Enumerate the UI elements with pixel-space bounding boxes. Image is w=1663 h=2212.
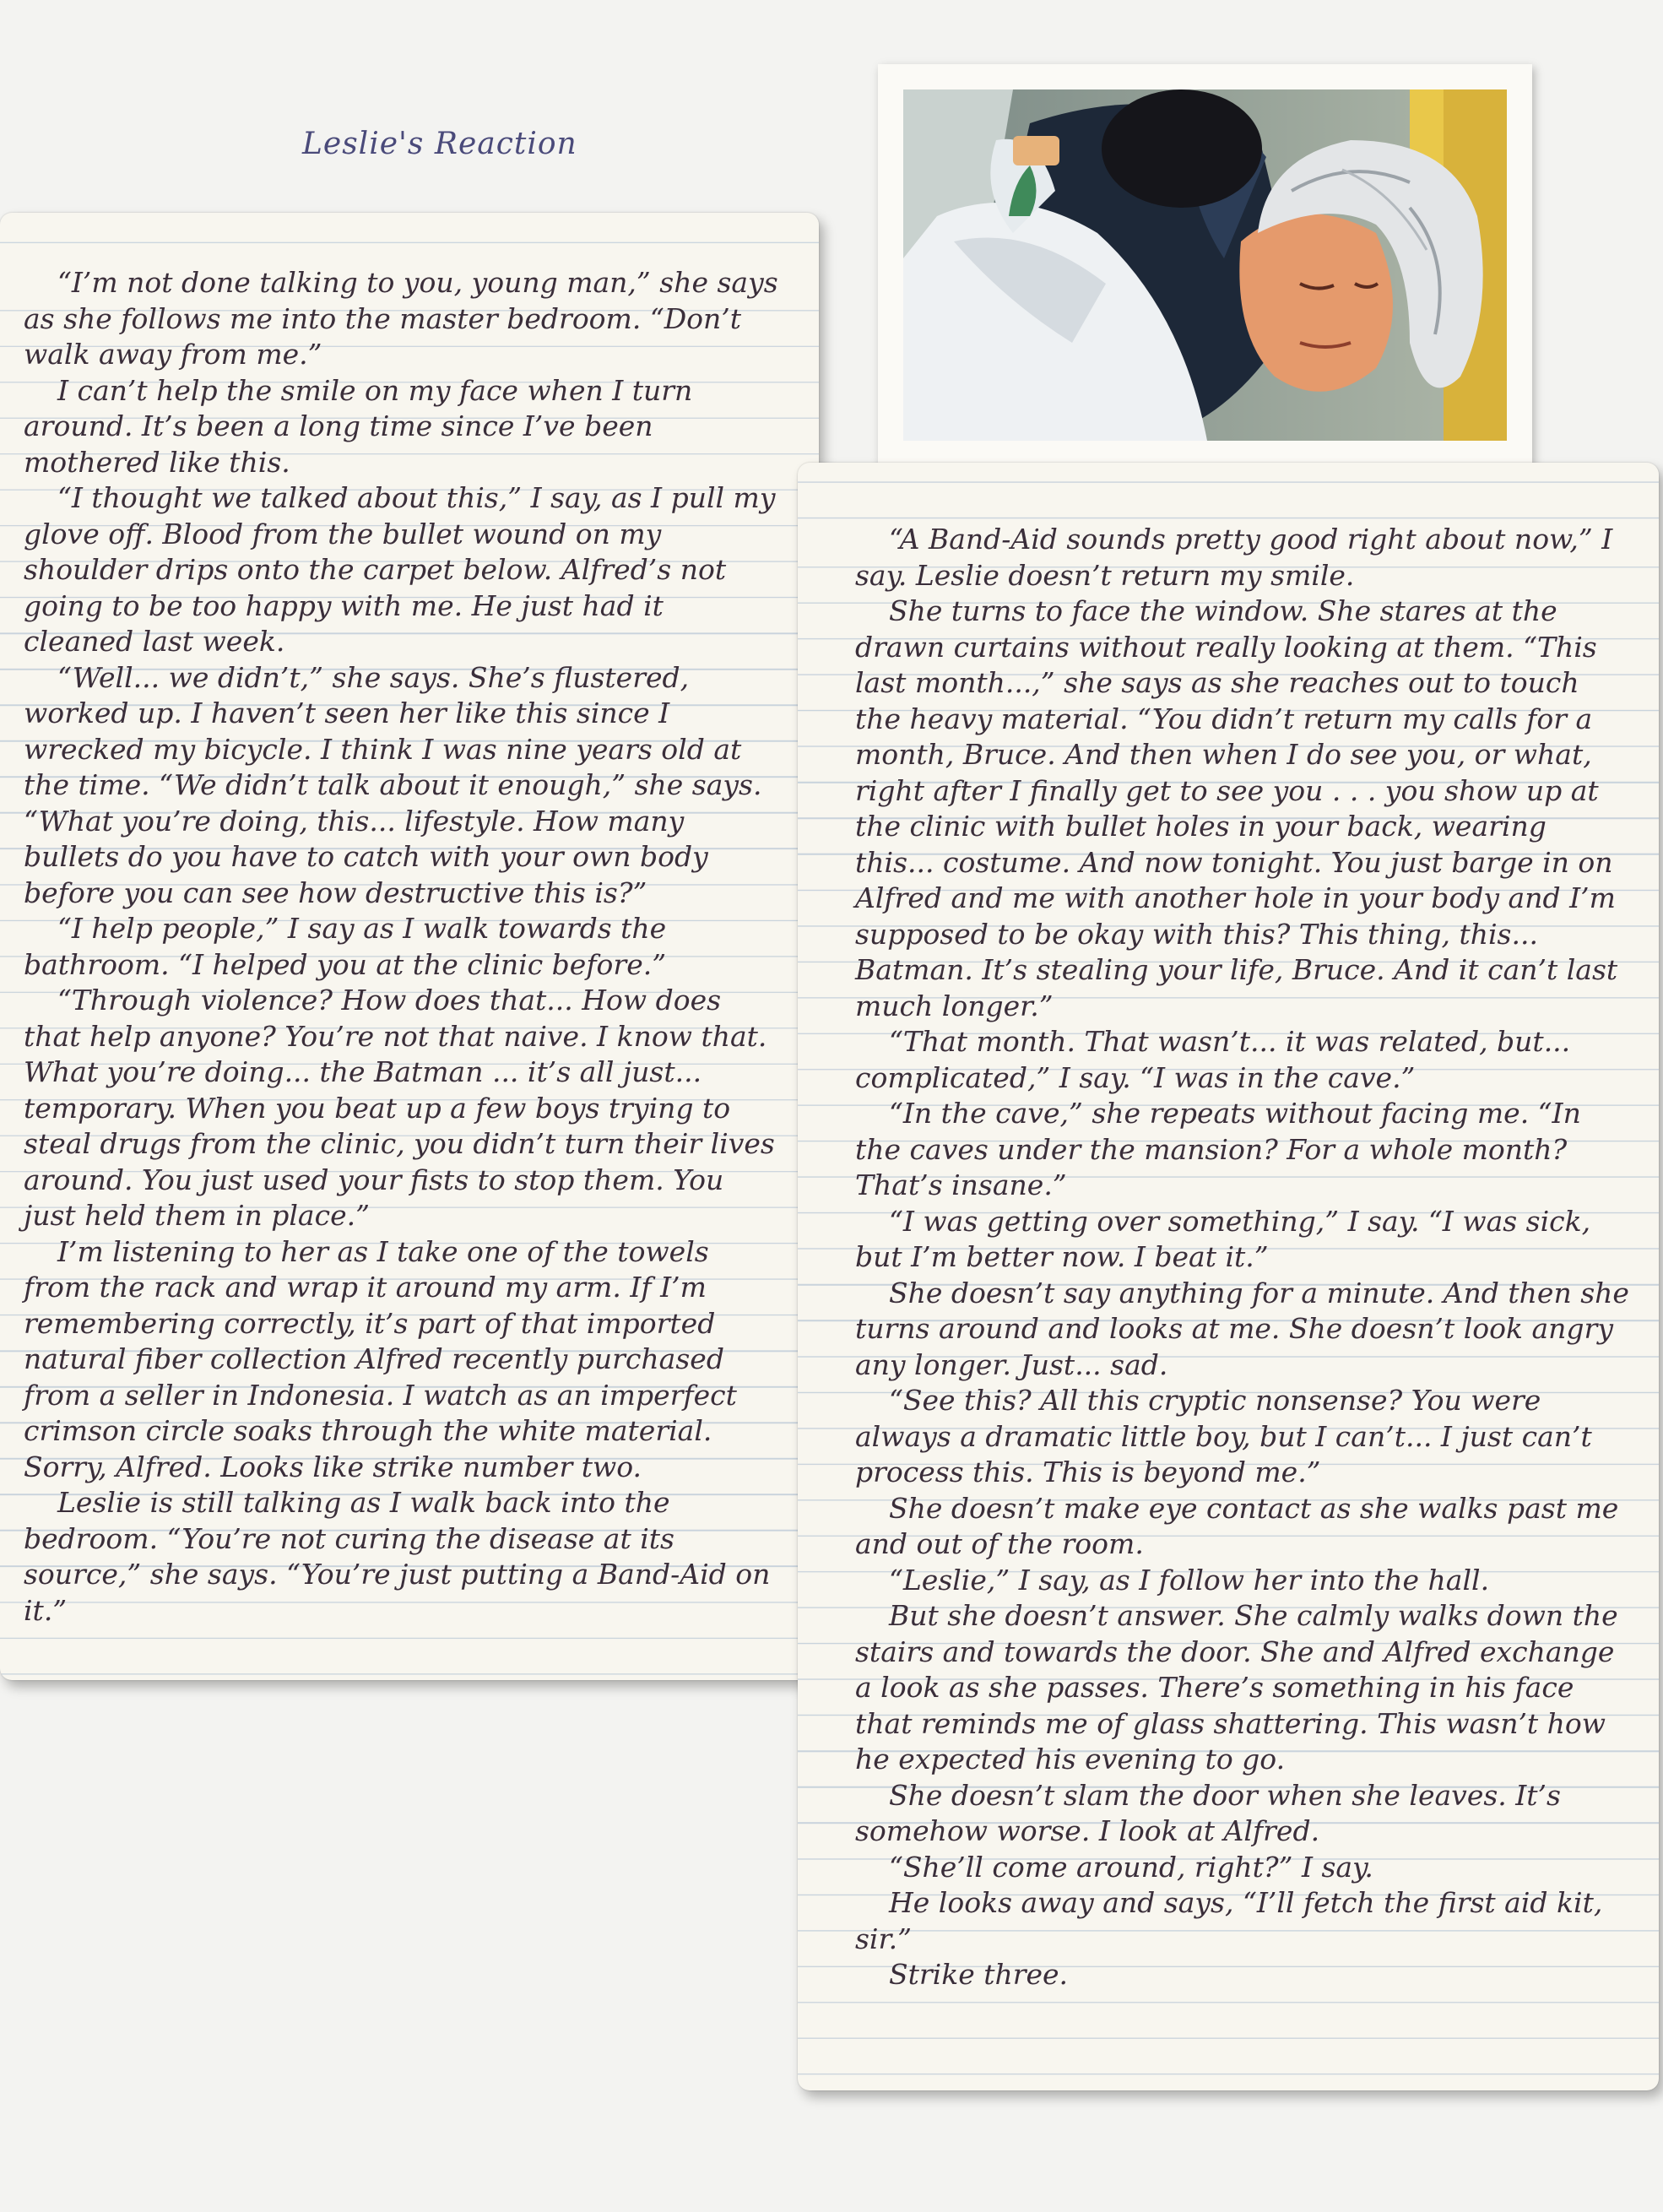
page-title: Leslie's Reaction — [302, 127, 577, 161]
right-paragraph-7: “See this? All this cryptic nonsense? You were always a dramatic little boy, but I can’t... I just can’t process this. This is beyond me.” — [855, 1384, 1592, 1488]
right-paragraph-6: She doesn’t say anything for a minute. And then she turns around and looks at me. She doesn’t look angry any longer. Just... sad. — [855, 1276, 1629, 1381]
right-paragraph-12: “She’ll come around, right?” I say. — [889, 1850, 1373, 1884]
left-paragraph-6: “Through violence? How does that... How does that help anyone? You’re not that naive. I know that. What you’re doing... the Batman ... it’s all just... temporary. When you beat up a few boys trying to steal drugs from the clinic, you didn’t turn their lives around. You just used your fists to stop them. You just held them in place.” — [24, 984, 775, 1232]
right-paragraph-10: But she doesn’t answer. She calmly walks down the stairs and towards the door. She and Alfred exchange a look as she passes. There’s something in his face that reminds me of glass shattering. This wasn’t how he expected his evening to go. — [855, 1599, 1618, 1776]
right-paragraph-4: “In the cave,” she repeats without facing me. “In the caves under the mansion? For a whole month? That’s insane.” — [855, 1097, 1581, 1201]
left-paragraph-8: Leslie is still talking as I walk back into the bedroom. “You’re not curing the disease at its source,” she says. “You’re just putting a Band-Aid on it.” — [24, 1486, 771, 1627]
left-paragraph-3: “I thought we talked about this,” I say, as I pull my glove off. Blood from the bullet wound on my shoulder drips onto the carpet below. Alfred’s not going to be too happy with me. He just had it cleaned last week. — [24, 481, 776, 658]
right-paragraph-2: She turns to face the window. She stares at the drawn curtains without really looking at them. “This last month...,” she says as she reaches out to touch the heavy material. “You didn’t return my calls for a month, Bruce. And then when I do see you, or what, right after I finally get to see you . . . you show up at the clinic with bullet holes in your back, wearing this... costume. And now tonight. You just barge in on Alfred and me with another hole in your body and I’m supposed to be okay with this? This thing, this... Batman. It’s stealing your life, Bruce. And it can’t last much longer.” — [855, 594, 1618, 1022]
left-paragraph-7: I’m listening to her as I take one of the towels from the rack and wrap it around my arm. If I’m remembering correctly, it’s part of that imported natural fiber collection Alfred recently purchased from a seller in Indonesia. I watch as an imperfect crimson circle soaks through the white material. Sorry, Alfred. Looks like strike number two. — [24, 1234, 737, 1483]
right-paragraph-11: She doesn’t slam the door when she leaves. It’s somehow worse. I look at Alfred. — [855, 1778, 1561, 1847]
right-paragraph-3: “That month. That wasn’t... it was related, but... complicated,” I say. “I was in the cave.” — [855, 1025, 1571, 1094]
left-paragraph-2: I can’t help the smile on my face when I turn around. It’s been a long time since I’ve been mothered like this. — [24, 373, 693, 479]
left-paragraph-4: “Well... we didn’t,” she says. She’s flustered, worked up. I haven’t seen her like this since I wrecked my bicycle. I think I was nine years old at the time. “We didn’t talk about it enough,” she says. “What you’re doing, this... lifestyle. How many bullets do you have to catch with your own body before you can see how destructive this is?” — [24, 660, 762, 909]
right-paragraph-14: Strike three. — [889, 1958, 1069, 1991]
right-paragraph-13: He looks away and says, “I’ll fetch the first aid kit, sir.” — [855, 1886, 1603, 1955]
right-paragraph-8: She doesn’t make eye contact as she walks past me and out of the room. — [855, 1491, 1619, 1560]
right-paragraph-5: “I was getting over something,” I say. “I was sick, but I’m better now. I beat it.” — [855, 1204, 1591, 1273]
left-paragraph-1: “I’m not done talking to you, young man,” she says as she follows me into the master bedroom. “Don’t walk away from me.” — [24, 266, 778, 371]
right-paragraph-1: “A Band-Aid sounds pretty good right about now,” I say. Leslie doesn’t return my smile. — [855, 523, 1613, 592]
right-paragraph-9: “Leslie,” I say, as I follow her into the hall. — [889, 1563, 1490, 1597]
left-paragraph-5: “I help people,” I say as I walk towards the bathroom. “I helped you at the clinic before.” — [24, 912, 667, 981]
right-notebook-page — [798, 463, 1659, 2090]
left-notebook-page — [0, 213, 819, 1680]
comic-illustration — [878, 64, 1532, 466]
embrace-illustration-image — [903, 89, 1507, 441]
